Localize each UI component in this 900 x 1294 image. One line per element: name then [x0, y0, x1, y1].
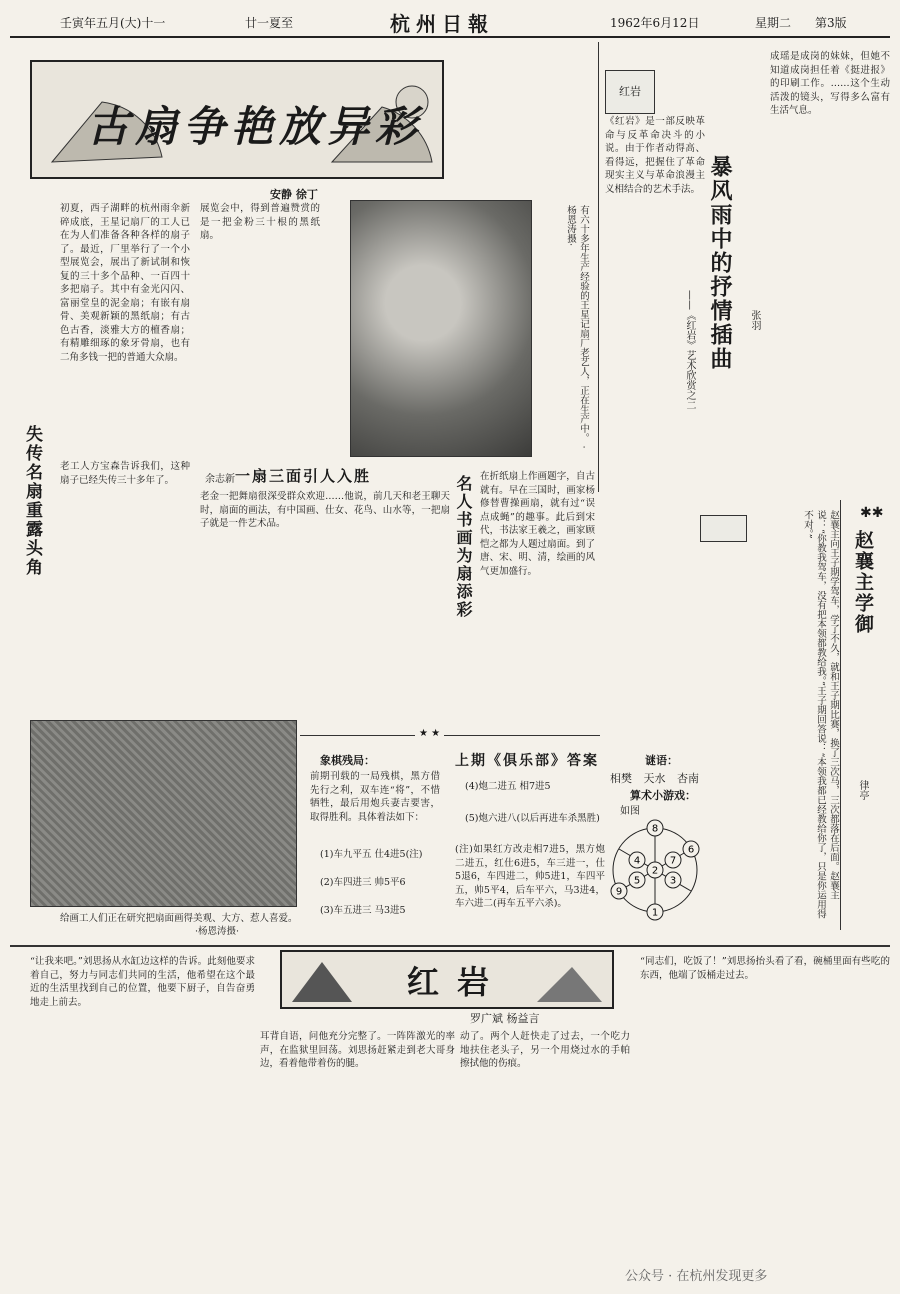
painter-photo — [350, 200, 532, 457]
chess-move-1: (1)车九平五 仕4进5(注) — [320, 849, 423, 860]
club-move-2: (5)炮六进八(以后再进车杀黑胜) — [465, 813, 600, 824]
workers-photo — [30, 720, 297, 907]
fiction-column-4: “同志们，吃饭了！”刘思扬抬头看了看，碗桶里面有些吃的东西，他端了饭桶走过去。 — [640, 956, 890, 981]
star-ornament: ✱✱ — [860, 505, 884, 521]
zhao-title: 赵襄主学御 — [852, 530, 874, 635]
puzzle-node-label: 3 — [669, 875, 677, 887]
star-divider: ★ ★ — [415, 728, 444, 739]
fiction-column-1: “让我来吧。”刘思扬从水缸边这样的告诉。此刻他要求着自己，努力与同志们共同的生活，他希望在这个最近的生活里找到自己的位置，他要下厨子，自告奋勇地走上前去。 — [30, 956, 255, 1008]
hongyan-author: 张羽 — [749, 310, 760, 330]
weekday: 星期二 — [755, 16, 792, 30]
puzzle-divider — [300, 735, 600, 736]
fiction-column-3: 动了。两个人赶快走了过去，一个吃力地扶住老头子，另一个用烧过水的手帕擦拭他的伤痕。 — [460, 1031, 630, 1069]
puzzle-nodes — [611, 820, 699, 920]
zhao-illustration — [700, 515, 747, 542]
puzzle-node-label: 1 — [651, 907, 659, 919]
issue-date: 1962年6月12日 — [610, 16, 700, 30]
fiction-title: 红岩 — [407, 963, 508, 1001]
page-number: 第3版 — [815, 16, 847, 30]
puzzle-node-label: 7 — [669, 855, 677, 867]
hongyan-logo: 红岩 — [605, 70, 655, 114]
painter-caption-credit: ·杨恩涛摄· — [565, 205, 589, 449]
painters-title: 名人书画为扇添彩 — [454, 475, 473, 619]
zhao-divider — [840, 500, 841, 930]
workers-photo-caption: 给画工人们正在研究把扇面画得美观、大方、惹人喜爱。 — [60, 913, 298, 924]
puzzle-node-label: 9 — [615, 886, 623, 898]
chess-intro: 前期刊载的一局残棋，黑方借先行之利，双车连“将”，不惜牺牲，最后用炮兵妻吉要害，取得胜利。具体着法如下： — [310, 771, 440, 823]
fan-paragraph-3: 老工人方宝森告诉我们，这种扇子已经失传三十多年了。 — [60, 461, 190, 486]
page-header — [10, 6, 890, 38]
painter-caption-text: 有六十多年生产经验的王星记扇厂老艺人，正在生产中。 — [578, 205, 589, 443]
mid-text: 老金一把舞扇很深受群众欢迎……他说，前几天和老王聊天时，扇面的画法，有中国画、仕女、花鸟、山水等，一把扇子就是一件艺术品。 — [200, 491, 450, 529]
fiction-banner — [280, 950, 614, 1009]
hongyan-intro: 《红岩》是一部反映革命与反革命决斗的小说。由于作者动得高、看得远，把握住了革命现实主义与革命浪漫主义相结合的艺术手法。 — [605, 116, 705, 195]
riddle-title: 谜语： — [645, 754, 678, 767]
painter-caption — [535, 205, 590, 450]
club-note: (注)如果红方改走相7进5，黑方炮二进五，红仕6进5，车三进一，仕5退6，车四进二，帅5进1，车四平五，帅5平4，后车平六，马3进4，车六进二(再车五平六杀)。 — [455, 844, 605, 909]
club-move-1: (4)炮二进五 相7进5 — [465, 781, 551, 792]
column-divider — [598, 42, 599, 492]
riddle-answer-1: 相樊 — [610, 772, 632, 785]
fan-paragraph-1: 初夏，西子湖畔的杭州雨伞新碎成底，王星记扇厂的工人已在为人们准备各种各样的扇子了。最近，厂里举行了一个小型展览会，展出了新试制和恢复的三十多个品种、一百四十多把扇子。其中有金光闪闪、富丽堂皇的泥金扇；有嵌有扇骨、美观新颖的黑纸扇；有古色古香，淡雅大方的檀香扇；有精雕细琢的象牙骨扇，也有二角多钱一把的普通大众扇。 — [60, 203, 190, 363]
puzzle-node-label: 4 — [633, 855, 641, 867]
chess-move-2: (2)车四进三 帅5平6 — [320, 877, 406, 888]
puzzle-node-label: 2 — [651, 865, 659, 877]
banner — [30, 60, 444, 179]
hongyan-text: 成瑶是成岗的妹妹，但她不知道成岗担任着《挺进报》的印刷工作。……这个生动活泼的镜头，写得多么富有生活气息。 — [770, 51, 890, 116]
puzzle-diagram — [605, 815, 705, 925]
chess-move-3: (3)车五进三 马3进5 — [320, 905, 406, 916]
side-title: 失传名扇重露头角 — [22, 425, 42, 577]
zhao-text: 赵襄主向王子期学驾车，学了不久，就和王子期比赛，换了三次马，三次都落在后面。赵襄主说：“你教我驾车，没有把本领都教给我。”王子期回答说：“本领我都已经教给你了，只是你运用得不对。” — [802, 510, 839, 919]
lunar-date: 壬寅年五月(大)十一 — [60, 16, 166, 30]
chess-title: 象棋残局： — [320, 754, 375, 767]
fiction-column-2: 耳背自语，问他充分完整了。一阵阵激光的率声，在监狱里回荡。刘思扬赶紧走到老大哥身边，看着他带着伤的腿。 — [260, 1031, 455, 1069]
workers-photo-credit: ·杨恩涛摄· — [195, 926, 240, 937]
riddle-answer-2: 天水 — [643, 772, 666, 785]
fan-byline: 安静 徐丁 — [270, 188, 318, 201]
fiction-top-rule — [10, 945, 890, 947]
puzzle-node-label: 8 — [651, 823, 659, 835]
painters-text: 在折纸扇上作画题字，自古就有。早在三国时，画家杨修替曹操画扇，就有过“误点成蝇”的趣事。此后到宋代，书法家王羲之，画家顾恺之都为人题过扇面。到了唐、宋、明、清，绘画的风气更加盛行。 — [480, 471, 595, 577]
watermark: 公众号 · 在杭州发现更多 — [625, 1269, 768, 1284]
puzzle-node-label: 5 — [633, 875, 641, 887]
zhao-author: 律亭 — [857, 780, 868, 800]
riddle-answer-3: 杏南 — [677, 772, 699, 785]
solar-term: 廿一夏至 — [245, 16, 294, 30]
hongyan-subtitle: ——《红岩》艺术欣赏之二 — [684, 290, 695, 410]
mid-byline: 余志新 — [205, 474, 235, 485]
puzzle-subtitle: 如图 — [620, 806, 640, 817]
puzzle-title: 算术小游戏： — [630, 789, 696, 802]
masthead: 杭州日報 — [390, 12, 494, 36]
riddle-answers — [610, 770, 699, 786]
puzzle-node-label: 6 — [687, 844, 695, 856]
fan-paragraph-2: 展览会中，得到普遍赞赏的是一把金粉三十根的黑纸扇。 — [200, 203, 320, 241]
hongyan-title: 暴风雨中的抒情插曲 — [707, 155, 733, 371]
club-title: 上期《俱乐部》答案 — [455, 753, 599, 769]
mid-title: 一扇三面引人入胜 — [235, 467, 372, 485]
fiction-authors: 罗广斌 杨益言 — [470, 1012, 540, 1025]
banner-title: 古扇争艳放异彩 — [87, 102, 424, 151]
